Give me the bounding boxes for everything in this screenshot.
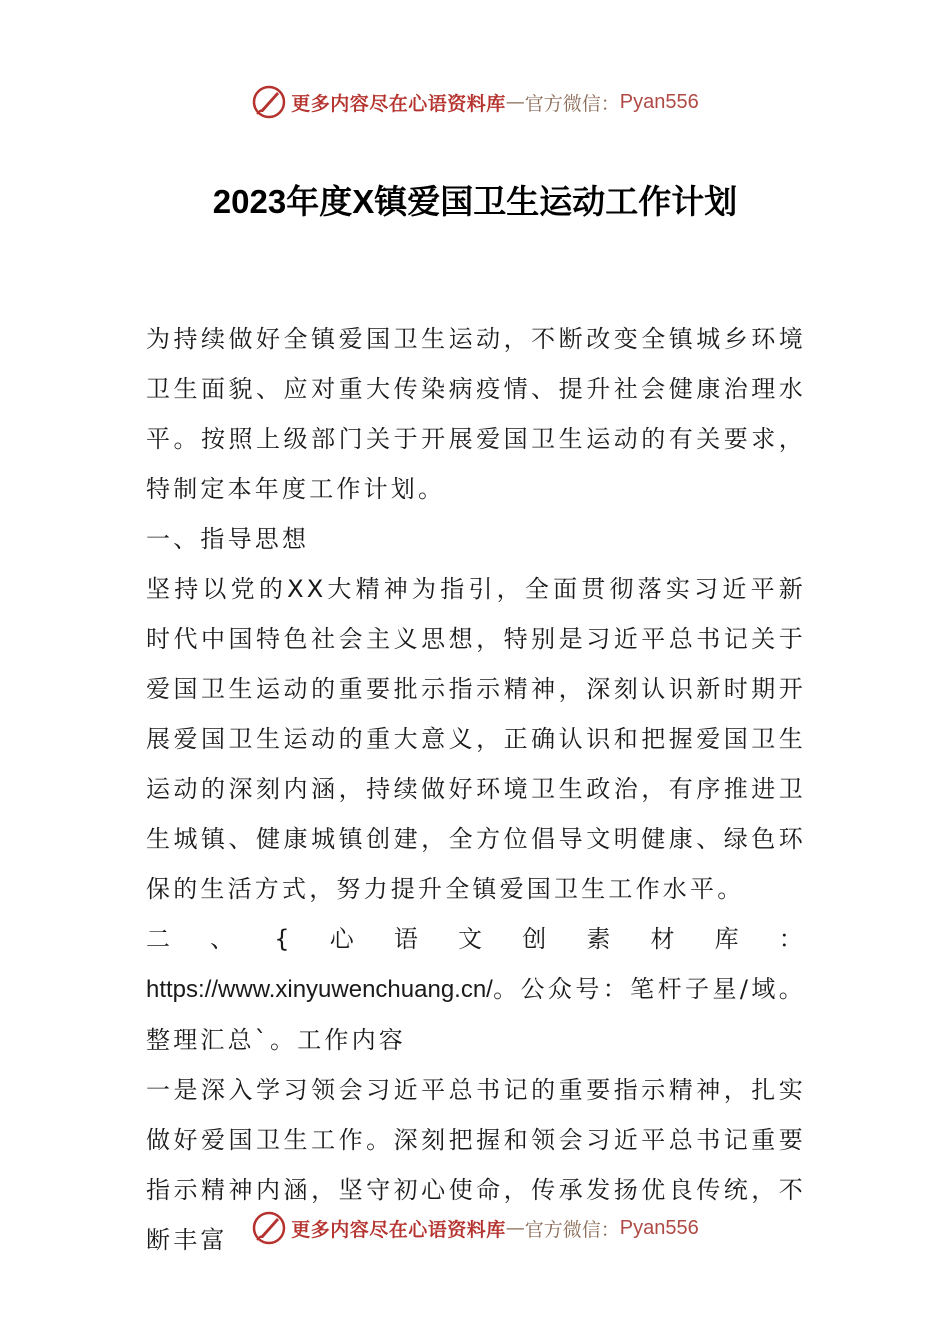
paragraph-work-content: 一是深入学习领会习近平总书记的重要指示精神，扎实做好爱国卫生工作。深刻把握和领会习近平总书记重要指示精神内涵，坚守初心使命，传承发扬优良传统，不断丰富 xyxy=(146,1076,806,1254)
heading-guiding-ideology: 一、指导思想 xyxy=(146,525,310,553)
footer-banner xyxy=(0,1208,950,1248)
banner-text: 更多内容尽在心语资料库 xyxy=(291,92,506,115)
banner-text: 更多内容尽在心语资料库 xyxy=(291,1218,506,1241)
section2-prefix: 二、{心语文创素材库： xyxy=(146,925,806,953)
banner-wechat-id: Pyan556 xyxy=(619,1216,699,1239)
banner-separator: — xyxy=(505,91,525,113)
paragraph-intro: 为持续做好全镇爱国卫生运动，不断改变全镇城乡环境卫生面貌、应对重大传染病疫情、提升社会健康治理水平。按照上级部门关于开展爱国卫生运动的有关要求，特制定本年度工作计划。 xyxy=(146,325,806,503)
paragraph-guiding-ideology: 坚持以党的XX大精神为指引，全面贯彻落实习近平新时代中国特色社会主义思想，特别是习近平总书记关于爱国卫生运动的重要批示指示精神，深刻认识新时期开展爱国卫生运动的重大意义，正确认识和把握爱国卫生运动的深刻内涵，持续做好环境卫生政治，有序推进卫生城镇、健康城镇创建，全方位倡导文明健康、绿色环保的生活方式，努力提升全镇爱国卫生工作水平。 xyxy=(146,575,806,903)
header-banner xyxy=(0,82,950,122)
quill-logo-icon xyxy=(251,84,287,120)
banner-separator: — xyxy=(505,1217,525,1239)
section2-suffix: 。公众号：笔杆子星/域。整理汇总`。工作内容 xyxy=(146,975,806,1054)
resource-link[interactable]: https://www.xinyuwenchuang.cn/ xyxy=(146,976,493,1003)
quill-logo-icon xyxy=(251,1210,287,1246)
document-title: 2023年度X镇爱国卫生运动工作计划 xyxy=(212,183,738,220)
banner-subtext: 官方微信： xyxy=(524,1218,620,1241)
document-body xyxy=(146,314,806,1265)
banner-subtext: 官方微信： xyxy=(524,92,620,115)
heading-work-content xyxy=(146,914,806,1065)
banner-wechat-id: Pyan556 xyxy=(619,90,699,113)
